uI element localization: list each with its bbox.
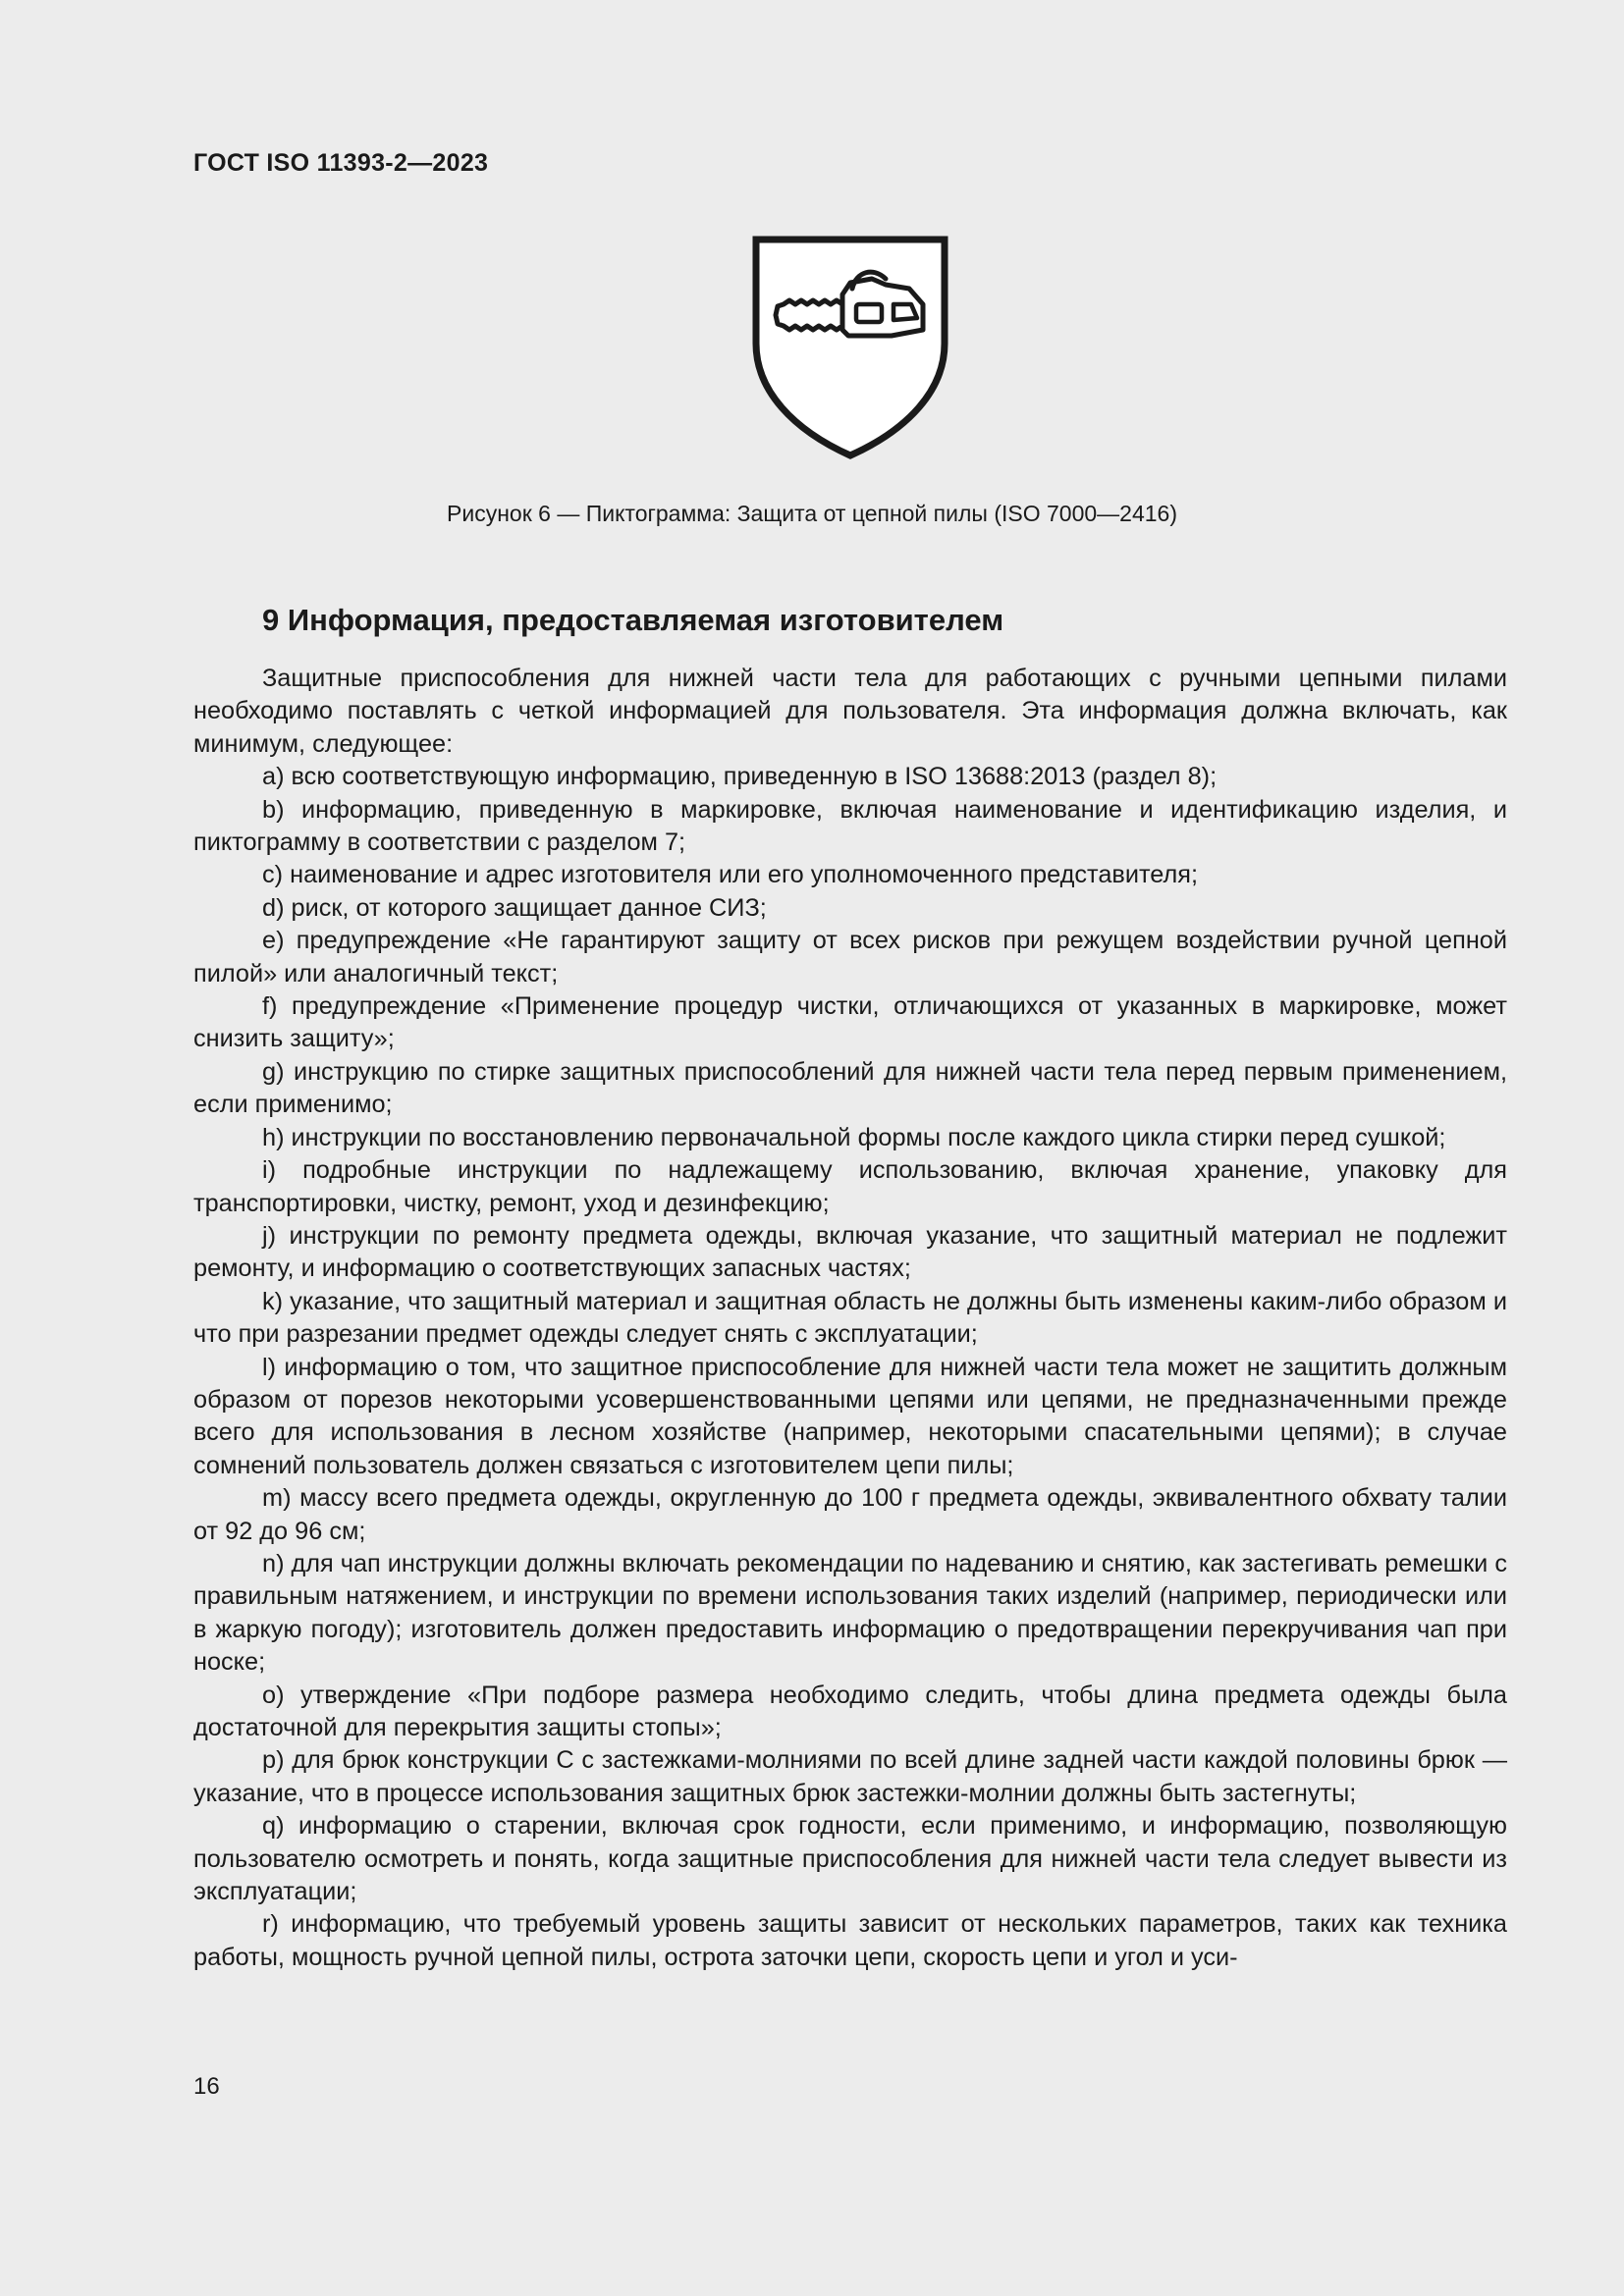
list-item-q: q) информацию о старении, включая срок годности, если применимо, и информацию, позволяющую пользователю осмотреть и понять, когда защитные приспособления для нижней части тела следует вывести из эксплуатации; xyxy=(193,1812,1507,1906)
intro-paragraph: Защитные приспособления для нижней части тела для работающих с ручными цепными пилами необходимо поставлять с четкой информацией для пользователя. Эта информация должна включать, как минимум, следующее: xyxy=(193,665,1507,758)
list-item-f: f) предупреждение «Применение процедур чистки, отличающихся от указанных в маркировке, может снизить защиту»; xyxy=(193,992,1507,1053)
list-item-j: j) инструкции по ремонту предмета одежды, включая указание, что защитный материал не подлежит ремонту, и информацию о соответствующих запасных частях; xyxy=(193,1221,1507,1283)
list-item-d: d) риск, от которого защищает данное СИЗ; xyxy=(262,893,767,922)
list-item-i: i) подробные инструкции по надлежащему использованию, включая хранение, упаковку для транспортировки, чистку, ремонт, уход и дезинфекцию; xyxy=(193,1156,1507,1217)
list-item-l: l) информацию о том, что защитное приспособление для нижней части тела может не защитить должным образом от порезов некоторыми усовершенствованными цепями или цепями, не предназначенными прежде всего для использования в лесном хозяйстве (например, некоторыми спасательными цепями); в случае сомнений пользователь должен связаться с изготовителем цепи пилы; xyxy=(193,1353,1507,1479)
figure-caption: Рисунок 6 — Пиктограмма: Защита от цепной пилы (ISO 7000—2416) xyxy=(447,501,1177,526)
list-item-o: o) утверждение «При подборе размера необходимо следить, чтобы длина предмета одежды была достаточной для перекрытия защиты стопы»; xyxy=(193,1681,1507,1741)
list-item-h: h) инструкции по восстановлению первоначальной формы после каждого цикла стирки перед сушкой; xyxy=(262,1123,1446,1151)
list-item-g: g) инструкцию по стирке защитных приспособлений для нижней части тела перед первым применением, если применимо; xyxy=(193,1057,1507,1119)
list-item-m: m) массу всего предмета одежды, округленную до 100 г предмета одежды, эквивалентного обхвату талии от 92 до 96 см; xyxy=(193,1484,1507,1545)
section-body xyxy=(193,663,1507,1974)
list-item-a: a) всю соответствующую информацию, приведенную в ISO 13688:2013 (раздел 8); xyxy=(262,763,1218,791)
document-header: ГОСТ ISO 11393-2—2023 xyxy=(193,149,489,177)
list-item-k: k) указание, что защитный материал и защитная область не должны быть изменены каким-либо образом и что при разрезании предмет одежды следует снять с эксплуатации; xyxy=(193,1287,1507,1349)
list-item-e: e) предупреждение «Не гарантируют защиту от всех рисков при режущем воздействии ручной цепной пилой» или аналогичный текст; xyxy=(193,927,1507,988)
list-item-b: b) информацию, приведенную в маркировке, включая наименование и идентификацию изделия, и пиктограмму в соответствии с разделом 7; xyxy=(193,795,1507,857)
section-title: 9 Информация, предоставляемая изготовителем xyxy=(262,603,1004,637)
chainsaw-protection-shield-icon xyxy=(750,234,950,461)
list-item-p: p) для брюк конструкции C с застежками-молниями по всей длине задней части каждой половины брюк — указание, что в процессе использования защитных брюк застежки-молнии должны быть застегнуты; xyxy=(193,1746,1507,1807)
page-number: 16 xyxy=(193,2073,220,2100)
list-item-n: n) для чап инструкции должны включать рекомендации по надеванию и снятию, как застегивать ремешки с правильным натяжением, и инструкции по времени использования таких изделий (например, периодически или в жаркую погоду); изготовитель должен предоставить информацию о предотвращении перекручивания чап при носке; xyxy=(193,1549,1507,1677)
list-item-r: r) информацию, что требуемый уровень защиты зависит от нескольких параметров, таких как техника работы, мощность ручной цепной пилы, острота заточки цепи, скорость цепи и угол и уси- xyxy=(193,1910,1507,1971)
list-item-c: c) наименование и адрес изготовителя или его уполномоченного представителя; xyxy=(262,861,1198,889)
